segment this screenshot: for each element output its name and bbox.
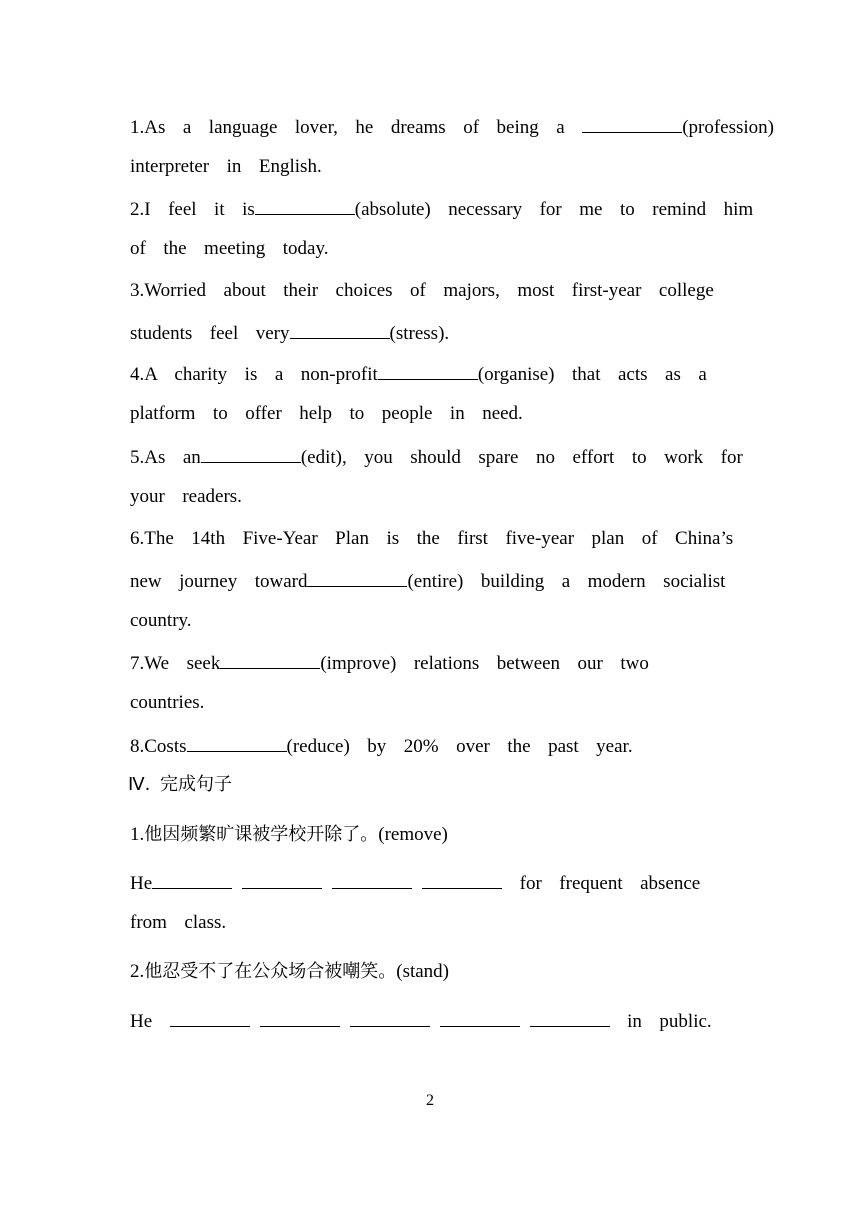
answer-blank[interactable] [201, 444, 301, 463]
answer-blank[interactable] [260, 1008, 340, 1027]
exercise-4-line-1: 4.A charity is a non-profit (organise) that acts as a [130, 361, 707, 387]
exercise-2-line-2: of the meeting today. [130, 238, 329, 259]
answer-blank[interactable] [530, 1008, 610, 1027]
exercise-6-line-1: 6.The 14th Five-Year Plan is the first five-year plan of China’s [130, 528, 734, 549]
answer-blank[interactable] [582, 114, 682, 133]
answer-blank[interactable] [350, 1008, 430, 1027]
answer-blank[interactable] [255, 196, 355, 215]
exercise-7-line-2: countries. [130, 692, 205, 713]
exercise-4-line-2: platform to offer help to people in need. [130, 403, 523, 424]
section-heading: Ⅳ. 完成句子 [128, 774, 233, 795]
answer-blank[interactable] [332, 870, 412, 889]
exercise-5-line-2: your readers. [130, 486, 242, 507]
answer-blank[interactable] [170, 1008, 250, 1027]
answer-blank[interactable] [220, 650, 320, 669]
exercise-3-line-2: students feel very (stress). [130, 320, 449, 346]
answer-blank[interactable] [242, 870, 322, 889]
answer-blank[interactable] [422, 870, 502, 889]
page-number: 2 [426, 1092, 434, 1109]
exercise-2-line-1: 2.I feel it is (absolute) necessary for me to remind him [130, 196, 753, 222]
sentence-1-line-1: He for frequent absence [130, 870, 700, 896]
sentence-2-prompt: 2.他忍受不了在公众场合被嘲笑。(stand) [130, 961, 450, 982]
exercise-7-line-1: 7.We seek (improve) relations between our two [130, 650, 649, 676]
answer-blank[interactable] [378, 361, 478, 380]
exercise-1-line-2: interpreter in English. [130, 156, 322, 177]
exercise-6-line-2: new journey toward (entire) building a modern socialist [130, 568, 725, 594]
exercise-8-line-1: 8.Costs (reduce) by 20% over the past year. [130, 733, 633, 759]
answer-blank[interactable] [290, 320, 390, 339]
answer-blank[interactable] [440, 1008, 520, 1027]
sentence-1-prompt: 1.他因频繁旷课被学校开除了。(remove) [130, 824, 448, 845]
answer-blank[interactable] [307, 568, 407, 587]
sentence-1-line-2: from class. [130, 912, 227, 933]
sentence-2-line-1: He in public. [130, 1008, 712, 1034]
answer-blank[interactable] [187, 733, 287, 752]
exercise-1-line-1: 1.As a language lover, he dreams of being a (profession) [130, 114, 774, 140]
exercise-5-line-1: 5.As an (edit), you should spare no effort to work for [130, 444, 743, 470]
answer-blank[interactable] [152, 870, 232, 889]
exercise-3-line-1: 3.Worried about their choices of majors, most first-year college [130, 280, 714, 301]
exercise-6-line-3: country. [130, 610, 192, 631]
